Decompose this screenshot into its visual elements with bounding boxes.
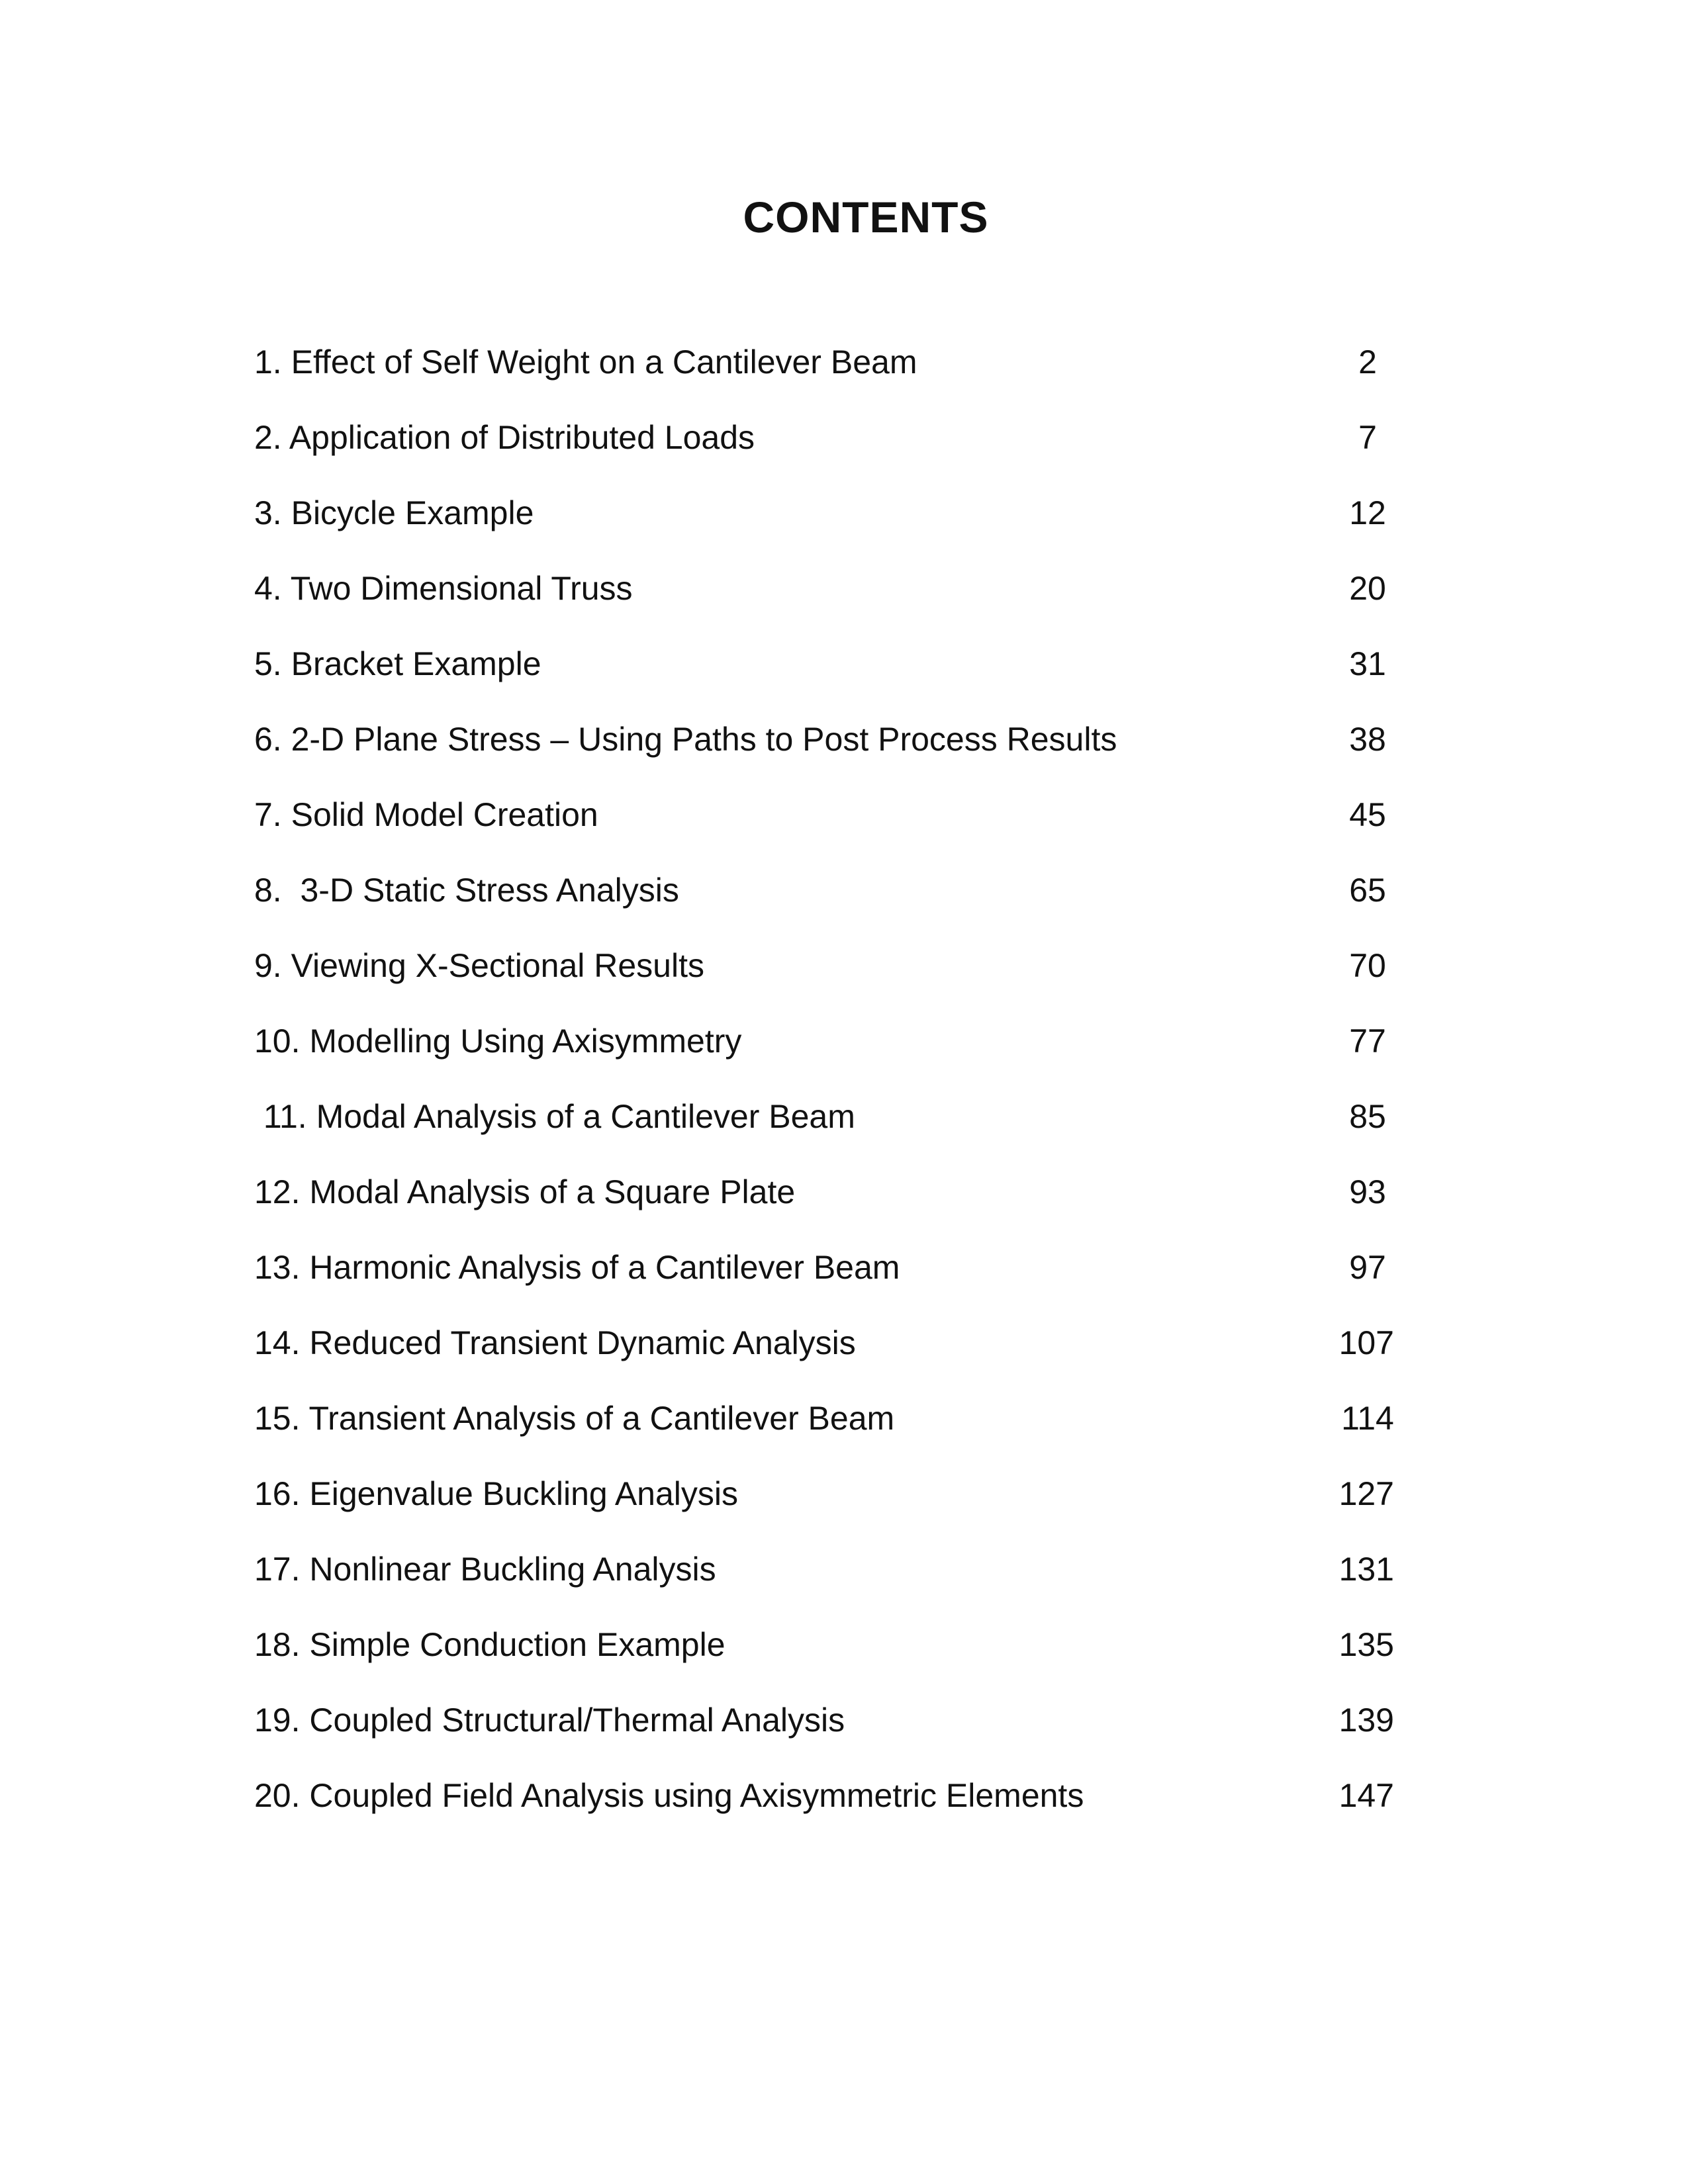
toc-entry-page: 77	[1349, 1023, 1386, 1060]
toc-entry	[254, 1607, 1394, 1682]
toc-entry	[254, 1154, 1394, 1230]
page-title: CONTENTS	[743, 193, 989, 242]
toc-entry	[254, 1003, 1394, 1079]
toc-entry-title: 3. Bicycle Example	[254, 494, 534, 531]
toc-entry	[254, 400, 1394, 475]
toc-entry-title: 11. Modal Analysis of a Cantilever Beam	[254, 1098, 855, 1135]
toc-entry-title: 1. Effect of Self Weight on a Cantilever Beam	[254, 343, 917, 381]
toc-entry-title: 4. Two Dimensional Truss	[254, 570, 633, 607]
toc-entry-page: 139	[1338, 1702, 1394, 1739]
toc-entry-page: 97	[1349, 1249, 1386, 1286]
toc-entry	[254, 1305, 1394, 1381]
toc-entry	[254, 1531, 1394, 1607]
toc-entry-page: 85	[1349, 1098, 1386, 1135]
toc-entry	[254, 475, 1394, 551]
toc-entry-title: 17. Nonlinear Buckling Analysis	[254, 1551, 716, 1588]
toc-entry	[254, 1758, 1394, 1833]
toc-entry-page: 131	[1338, 1551, 1394, 1588]
toc-entry-title: 19. Coupled Structural/Thermal Analysis	[254, 1702, 845, 1739]
toc-entry	[254, 928, 1394, 1003]
toc-entry	[254, 1456, 1394, 1531]
toc-entry-page: 147	[1338, 1777, 1394, 1814]
toc-entry-title: 13. Harmonic Analysis of a Cantilever Beam	[254, 1249, 900, 1286]
toc-entry	[254, 626, 1394, 702]
toc-entry-title: 9. Viewing X-Sectional Results	[254, 947, 704, 984]
toc-entry-title: 18. Simple Conduction Example	[254, 1626, 726, 1663]
toc-entry-page: 7	[1358, 419, 1377, 456]
toc-entry-page: 45	[1349, 796, 1386, 833]
toc-entry-page: 135	[1338, 1626, 1394, 1663]
toc-entry-title: 8. 3-D Static Stress Analysis	[254, 872, 679, 909]
toc-entry-page: 2	[1358, 343, 1377, 381]
toc-entry-page: 12	[1349, 494, 1386, 531]
toc-entry-title: 14. Reduced Transient Dynamic Analysis	[254, 1324, 856, 1361]
toc-entry-title: 7. Solid Model Creation	[254, 796, 598, 833]
toc-entry-title: 15. Transient Analysis of a Cantilever Beam	[254, 1400, 895, 1437]
toc-entry	[254, 1381, 1394, 1456]
toc-entry-page: 93	[1349, 1173, 1386, 1210]
toc-entry-page: 107	[1338, 1324, 1394, 1361]
toc-entry	[254, 777, 1394, 852]
toc-entry-title: 6. 2-D Plane Stress – Using Paths to Post Process Results	[254, 721, 1117, 758]
toc-entry-title: 12. Modal Analysis of a Square Plate	[254, 1173, 796, 1210]
toc-entry-page: 127	[1338, 1475, 1394, 1512]
toc-entry-page: 114	[1341, 1400, 1394, 1437]
toc-entry-title: 2. Application of Distributed Loads	[254, 419, 755, 456]
toc-entry	[254, 1230, 1394, 1305]
toc-entry	[254, 702, 1394, 777]
toc-entry-title: 10. Modelling Using Axisymmetry	[254, 1023, 742, 1060]
toc-entry-page: 70	[1349, 947, 1386, 984]
toc-entry-title: 20. Coupled Field Analysis using Axisymmetric Elements	[254, 1777, 1084, 1814]
toc-entry-page: 65	[1349, 872, 1386, 909]
toc-entry-title: 16. Eigenvalue Buckling Analysis	[254, 1475, 739, 1512]
toc-entry-page: 38	[1349, 721, 1386, 758]
toc-entry-title: 5. Bracket Example	[254, 645, 541, 682]
toc-entry	[254, 324, 1394, 400]
toc-entry	[254, 551, 1394, 626]
table-of-contents	[254, 324, 1394, 1833]
toc-entry	[254, 1079, 1394, 1154]
toc-entry-page: 20	[1349, 570, 1386, 607]
toc-entry	[254, 852, 1394, 928]
toc-entry	[254, 1682, 1394, 1758]
toc-entry-page: 31	[1349, 645, 1386, 682]
